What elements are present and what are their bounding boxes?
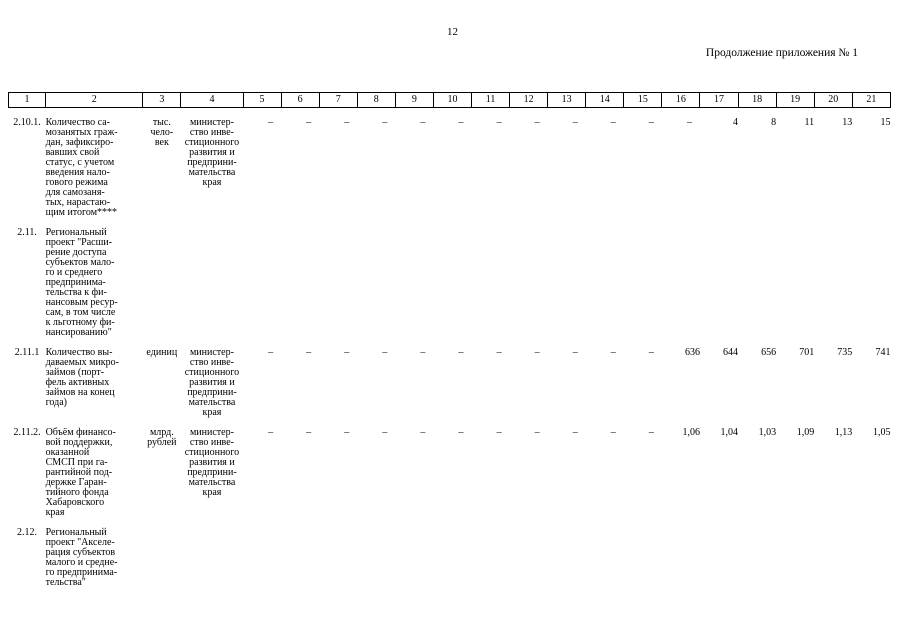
value-cell-col-18: 8 <box>771 117 777 128</box>
indicator-name-line: для самозаня- <box>45 187 105 198</box>
indicator-name-line: СМСП при га- <box>45 457 108 468</box>
column-header-8: 8 <box>357 93 395 108</box>
indicator-name-line: гового режима <box>45 177 108 188</box>
indicator-name-line: Региональный <box>45 527 107 538</box>
responsible-executor-line: края <box>202 177 222 188</box>
indicator-name-line: вой поддержки, <box>45 437 113 448</box>
table-row <box>9 228 891 338</box>
value-cell-col-20: 1,13 <box>834 427 853 438</box>
value-cell-col-18: 656 <box>761 347 777 358</box>
responsible-executor-line: предприни- <box>187 467 237 478</box>
responsible-executor <box>181 118 243 218</box>
column-header-2: 2 <box>46 93 143 108</box>
value-cell-col-17: 4 <box>733 117 739 128</box>
indicator-name-line: проект "Акселе- <box>45 537 115 548</box>
value-cell-col-17: 644 <box>723 347 739 358</box>
responsible-executor-line: предприни- <box>187 387 237 398</box>
indicator-name-line: рация субъектов <box>45 547 116 558</box>
indicator-name <box>46 118 143 218</box>
responsible-executor-line: стиционного <box>184 137 240 148</box>
responsible-executor-line: мательства <box>188 167 236 178</box>
value-cell-col-21 <box>852 228 890 338</box>
value-cell-col-10: – <box>458 117 464 128</box>
value-cell-col-10 <box>433 528 471 588</box>
responsible-executor-line: края <box>202 487 222 498</box>
value-cell-col-13: – <box>572 117 578 128</box>
indicator-name-line: вавших свой <box>45 147 100 158</box>
indicator-name-line: фель активных <box>45 377 110 388</box>
indicator-name-line: Количество са- <box>45 117 110 128</box>
value-cell-col-19: 701 <box>799 347 815 358</box>
responsible-executor <box>181 428 243 518</box>
value-cell-col-17 <box>700 528 738 588</box>
value-cell-col-6: – <box>306 427 312 438</box>
column-header-6: 6 <box>281 93 319 108</box>
value-cell-col-5: – <box>268 427 274 438</box>
value-cell-col-8: – <box>382 427 388 438</box>
unit-of-measure-line: единиц <box>146 347 178 358</box>
column-header-20: 20 <box>814 93 852 108</box>
value-cell-col-9: – <box>420 347 426 358</box>
responsible-executor-line: ство инве- <box>189 127 234 138</box>
value-cell-col-13: – <box>572 427 578 438</box>
indicator-name-line: мозанятых граж- <box>45 127 118 138</box>
value-cell-col-5 <box>243 228 281 338</box>
value-cell-col-20: 735 <box>837 347 853 358</box>
value-cell-col-12 <box>510 528 548 588</box>
value-cell-col-19 <box>776 528 814 588</box>
value-cell-col-9: – <box>420 427 426 438</box>
responsible-executor-line: развития и <box>189 147 235 158</box>
row-number: 2.10.1. <box>13 117 41 128</box>
indicator-name <box>46 348 143 418</box>
value-cell-col-10: – <box>458 427 464 438</box>
responsible-executor <box>181 228 243 338</box>
unit-of-measure <box>143 118 181 218</box>
value-cell-col-12 <box>510 228 548 338</box>
value-cell-col-15 <box>624 228 662 338</box>
value-cell-col-8: – <box>382 347 388 358</box>
column-header-17: 17 <box>700 93 738 108</box>
indicator-name-line: го и среднего <box>45 267 103 278</box>
responsible-executor-line: стиционного <box>184 447 240 458</box>
value-cell-col-7 <box>319 228 357 338</box>
column-header-9: 9 <box>395 93 433 108</box>
indicator-name-line: края <box>45 507 65 518</box>
continuation-title: Продолжение приложения № 1 <box>705 47 858 59</box>
unit-of-measure-line: рублей <box>147 437 177 448</box>
column-header-4: 4 <box>181 93 243 108</box>
indicator-name-line: тийного фонда <box>45 487 109 498</box>
value-cell-col-5: – <box>268 117 274 128</box>
indicator-name-line: Количество вы- <box>45 347 113 358</box>
value-cell-col-12: – <box>534 117 540 128</box>
value-cell-col-8: – <box>382 117 388 128</box>
value-cell-col-14 <box>586 228 624 338</box>
indicator-name-line: займов (порт- <box>45 367 105 378</box>
indicator-name-line: статус, с учетом <box>45 157 115 168</box>
indicator-name-line: го предпринима- <box>45 567 118 578</box>
responsible-executor-line: развития и <box>189 377 235 388</box>
indicator-name-line: введения нало- <box>45 167 110 178</box>
indicator-name-line: Хабаровского <box>45 497 105 508</box>
indicator-name-line: Объём финансо- <box>45 427 116 438</box>
value-cell-col-13 <box>548 528 586 588</box>
value-cell-col-10: – <box>458 347 464 358</box>
row-number: 2.11.1 <box>14 347 40 358</box>
indicator-name-line: тельства" <box>45 577 86 588</box>
value-cell-col-14: – <box>610 117 616 128</box>
table-row <box>9 348 891 418</box>
value-cell-col-9 <box>395 228 433 338</box>
value-cell-col-6 <box>281 228 319 338</box>
indicator-name-line: Региональный <box>45 227 107 238</box>
unit-of-measure-line: чело- <box>150 127 174 138</box>
table-row <box>9 118 891 218</box>
value-cell-col-14 <box>586 528 624 588</box>
column-header-12: 12 <box>510 93 548 108</box>
value-cell-col-7: – <box>344 117 350 128</box>
value-cell-col-21: 15 <box>880 117 891 128</box>
value-cell-col-6: – <box>306 117 312 128</box>
value-cell-col-14: – <box>610 427 616 438</box>
responsible-executor <box>181 348 243 418</box>
value-cell-col-15: – <box>648 117 654 128</box>
value-cell-col-6 <box>281 528 319 588</box>
indicator-name-line: рение доступа <box>45 247 107 258</box>
value-cell-col-20: 13 <box>842 117 853 128</box>
indicator-name-line: проект "Расши- <box>45 237 112 248</box>
row-number: 2.12. <box>17 527 38 538</box>
header-row <box>9 93 891 108</box>
indicator-name-line: субъектов мало- <box>45 257 115 268</box>
unit-of-measure-line: тыс. <box>152 117 171 128</box>
value-cell-col-19: 11 <box>804 117 815 128</box>
value-cell-col-8 <box>357 528 395 588</box>
value-cell-col-11: – <box>496 117 502 128</box>
indicator-name-line: займов на конец <box>45 387 115 398</box>
value-cell-col-21: 1,05 <box>873 427 891 438</box>
value-cell-col-15: – <box>648 427 654 438</box>
value-cell-col-18: 1,03 <box>758 427 777 438</box>
column-header-14: 14 <box>586 93 624 108</box>
indicator-name-line: малого и средне- <box>45 557 118 568</box>
indicator-name-line: нансированию" <box>45 327 112 338</box>
responsible-executor-line: стиционного <box>184 367 240 378</box>
row-number: 2.11. <box>17 227 37 238</box>
unit-of-measure <box>143 348 181 418</box>
column-header-13: 13 <box>548 93 586 108</box>
value-cell-col-7: – <box>344 347 350 358</box>
value-cell-col-10 <box>433 228 471 338</box>
value-cell-col-19: 1,09 <box>796 427 815 438</box>
column-header-21: 21 <box>852 93 890 108</box>
indicator-name-line: держке Гаран- <box>45 477 107 488</box>
value-cell-col-15 <box>624 528 662 588</box>
indicator-name-line: предпринима- <box>45 277 106 288</box>
value-cell-col-16: 636 <box>684 347 700 358</box>
value-cell-col-11: – <box>496 427 502 438</box>
indicator-name <box>46 428 143 518</box>
row-number: 2.11.2. <box>13 427 41 438</box>
indicator-name-line: дан, зафиксиро- <box>45 137 114 148</box>
value-cell-col-12: – <box>534 427 540 438</box>
value-cell-col-7 <box>319 528 357 588</box>
indicator-name-line: тых, нарастаю- <box>45 197 111 208</box>
indicator-name-line: оказанной <box>45 447 90 458</box>
value-cell-col-9: – <box>420 117 426 128</box>
column-header-3: 3 <box>143 93 181 108</box>
indicator-name <box>46 528 143 588</box>
value-cell-col-13 <box>548 228 586 338</box>
indicator-name-line: нансовым ресур- <box>45 297 118 308</box>
page-number: 12 <box>447 26 458 38</box>
indicator-name-line: к льготному фи- <box>45 317 115 328</box>
responsible-executor-line: ство инве- <box>189 357 234 368</box>
column-header-10: 10 <box>433 93 471 108</box>
column-header-7: 7 <box>319 93 357 108</box>
value-cell-col-5: – <box>268 347 274 358</box>
value-cell-col-18 <box>738 528 776 588</box>
value-cell-col-20 <box>814 528 852 588</box>
value-cell-col-21 <box>852 528 890 588</box>
indicators-table <box>8 92 891 588</box>
value-cell-col-16: – <box>686 117 692 128</box>
indicator-name-line: тельства к фи- <box>45 287 107 298</box>
column-header-16: 16 <box>662 93 700 108</box>
indicator-name-line: рантийной под- <box>45 467 113 478</box>
responsible-executor-line: министер- <box>189 117 234 128</box>
responsible-executor-line: предприни- <box>187 157 237 168</box>
indicator-name-line: сам, в том числе <box>45 307 116 318</box>
value-cell-col-17 <box>700 228 738 338</box>
responsible-executor-line: развития и <box>189 457 235 468</box>
value-cell-col-6: – <box>306 347 312 358</box>
responsible-executor-line: мательства <box>188 477 236 488</box>
value-cell-col-18 <box>738 228 776 338</box>
value-cell-col-11: – <box>496 347 502 358</box>
responsible-executor-line: министер- <box>189 427 234 438</box>
responsible-executor-line: мательства <box>188 397 236 408</box>
table-row <box>9 428 891 518</box>
value-cell-col-11 <box>471 528 509 588</box>
indicator-name <box>46 228 143 338</box>
column-header-19: 19 <box>776 93 814 108</box>
value-cell-col-11 <box>471 228 509 338</box>
value-cell-col-15: – <box>648 347 654 358</box>
value-cell-col-14: – <box>610 347 616 358</box>
column-header-15: 15 <box>624 93 662 108</box>
column-header-18: 18 <box>738 93 776 108</box>
unit-of-measure <box>143 228 181 338</box>
value-cell-col-19 <box>776 228 814 338</box>
column-header-1: 1 <box>9 93 46 108</box>
value-cell-col-5 <box>243 528 281 588</box>
column-header-5: 5 <box>243 93 281 108</box>
responsible-executor-line: края <box>202 407 222 418</box>
indicator-name-line: года) <box>45 397 67 408</box>
table-body <box>9 108 891 589</box>
value-cell-col-7: – <box>344 427 350 438</box>
value-cell-col-21: 741 <box>875 347 891 358</box>
value-cell-col-16 <box>662 528 700 588</box>
responsible-executor <box>181 528 243 588</box>
responsible-executor-line: министер- <box>189 347 234 358</box>
table-row <box>9 528 891 588</box>
unit-of-measure <box>143 428 181 518</box>
unit-of-measure-line: млрд. <box>149 427 174 438</box>
unit-of-measure <box>143 528 181 588</box>
value-cell-col-12: – <box>534 347 540 358</box>
value-cell-col-13: – <box>572 347 578 358</box>
value-cell-col-20 <box>814 228 852 338</box>
responsible-executor-line: ство инве- <box>189 437 234 448</box>
value-cell-col-8 <box>357 228 395 338</box>
value-cell-col-9 <box>395 528 433 588</box>
column-header-11: 11 <box>471 93 509 108</box>
unit-of-measure-line: век <box>154 137 169 148</box>
indicator-name-line: щим итогом**** <box>45 207 118 218</box>
indicator-name-line: даваемых микро- <box>45 357 119 368</box>
value-cell-col-16 <box>662 228 700 338</box>
value-cell-col-16: 1,06 <box>682 427 700 438</box>
value-cell-col-17: 1,04 <box>720 427 739 438</box>
